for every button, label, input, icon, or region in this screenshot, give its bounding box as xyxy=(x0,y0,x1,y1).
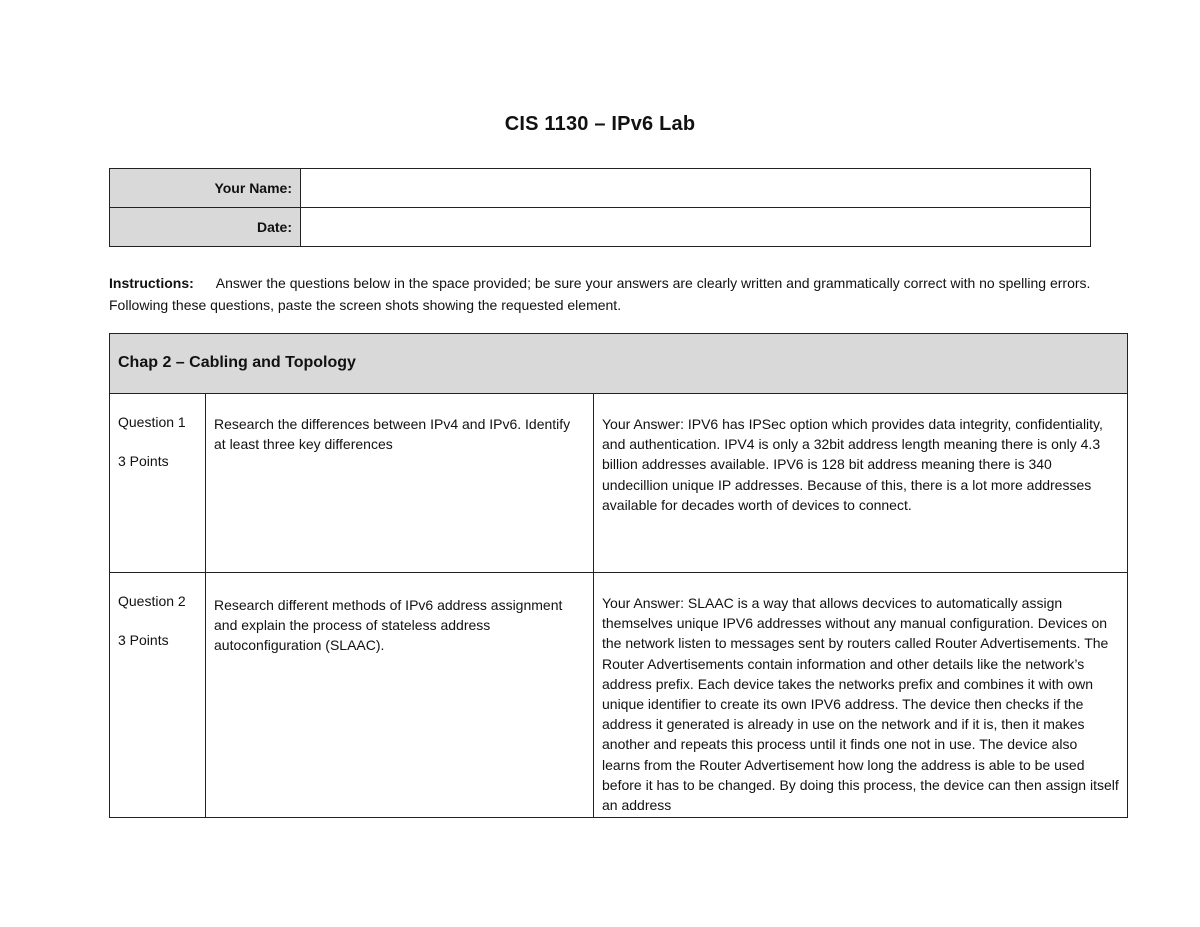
page-title: CIS 1130 – IPv6 Lab xyxy=(504,113,696,135)
question-row xyxy=(110,573,1128,818)
date-label: Date: xyxy=(110,208,301,247)
answer-cell[interactable]: Your Answer: IPV6 has IPSec option which provides data integrity, confidentiality, and authentication. IPV4 is only a 32bit address length meaning there is only 4.3 billion addresses available. IPV6 is 128 bit address meaning there is 340 undecillion unique IP addresses. Because of this, there is a lot more addresses available for decades worth of devices to connect. xyxy=(594,394,1128,573)
questions-table xyxy=(109,333,1128,818)
instructions-paragraph xyxy=(109,272,1099,316)
name-row xyxy=(110,169,1091,208)
student-info-table xyxy=(109,168,1091,247)
question-number-cell xyxy=(110,394,206,573)
question-points: 3 Points xyxy=(118,632,169,649)
instructions-text: Answer the questions below in the space provided; be sure your answers are clearly written and grammatically correct with no spelling errors. Following these questions, paste the screen shots showing the requested element. xyxy=(109,275,1091,313)
question-number: Question 2 xyxy=(118,593,186,609)
question-row xyxy=(110,394,1128,573)
question-number: Question 1 xyxy=(118,414,186,430)
section-header-row xyxy=(110,334,1128,394)
instructions-label: Instructions: xyxy=(109,275,194,291)
question-prompt: Research different methods of IPv6 address assignment and explain the process of stateless address autoconfiguration (SLAAC). xyxy=(206,573,594,818)
question-points: 3 Points xyxy=(118,453,169,470)
question-prompt: Research the differences between IPv4 and IPv6. Identify at least three key differences xyxy=(206,394,594,573)
answer-cell[interactable]: Your Answer: SLAAC is a way that allows decvices to automatically assign themselves unique IPV6 addresses without any manual configuration. Devices on the network listen to messages sent by routers called Router Advertisements. The Router Advertisements contain information and other details like the network’s address prefix. Each device takes the networks prefix and combines it with own unique identifier to create its own IPV6 address. The device then checks if the address it generated is already in use on the network and if it is, then it makes another and repeats this process until it finds one not in use. The device also learns from the Router Advertisement how long the address is able to be used before it has to be changed. By doing this process, the device can then assign itself an address xyxy=(594,573,1128,818)
section-title: Chap 2 – Cabling and Topology xyxy=(110,334,1128,394)
name-field[interactable] xyxy=(301,169,1091,208)
date-row xyxy=(110,208,1091,247)
question-number-cell xyxy=(110,573,206,818)
name-label: Your Name: xyxy=(110,169,301,208)
date-field[interactable] xyxy=(301,208,1091,247)
